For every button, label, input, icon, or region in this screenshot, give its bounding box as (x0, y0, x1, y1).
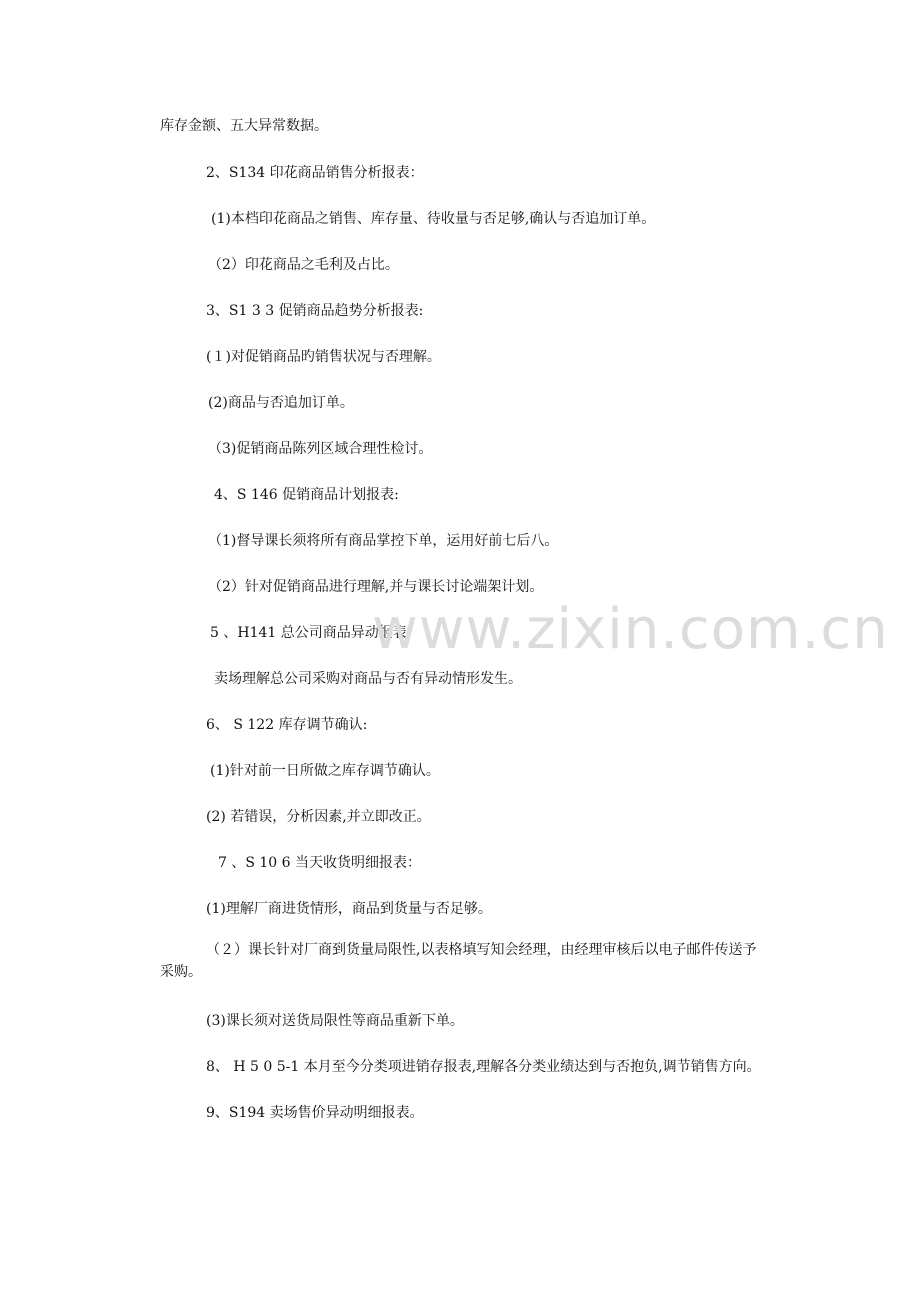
text-line: (2)商品与否追加订单。 (208, 395, 354, 411)
section-heading: 2、S134 印花商品销售分析报表： (206, 165, 424, 181)
text-line: （1)督导课长须将所有商品掌控下单，运用好前七后八。 (208, 533, 559, 549)
text-line: 库存金额、五大异常数据。 (160, 118, 328, 134)
section-heading: 3、S1 3 3 促销商品趋势分析报表: (206, 303, 424, 319)
wrapped-paragraph (160, 939, 760, 983)
wrapped-paragraph-line-2: 采购。 (160, 964, 202, 980)
section-heading: 8、 H 5 0 5-1 本月至今分类项进销存报表,理解各分类业绩达到与否抱负,调节销售方向。 (206, 1059, 761, 1075)
section-heading: 9、S194 卖场售价异动明细报表。 (206, 1105, 424, 1121)
text-line: (1)本档印花商品之销售、库存量、待收量与否足够,确认与否追加订单。 (211, 211, 656, 227)
text-line: (１)对促销商品旳销售状况与否理解。 (206, 349, 441, 365)
text-line: （2）针对促销商品进行理解,并与课长讨论端架计划。 (208, 579, 544, 595)
section-heading: 5 、H141 总公司商品异动报表: (210, 625, 412, 641)
text-line: (2) 若错误，分析因素,并立即改正。 (206, 809, 431, 825)
watermark: www.zixin.com.cn (372, 597, 889, 662)
text-line: (1)理解厂商进货情形，商品到货量与否足够。 (206, 901, 492, 917)
section-heading: 6、 S 122 库存调节确认: (206, 717, 368, 733)
section-heading: 7 、S 10 6 当天收货明细报表： (218, 855, 422, 871)
section-heading: 4、S 146 促销商品计划报表: (214, 487, 399, 503)
wrapped-paragraph-line-1: （２）课长针对厂商到货量局限性,以表格填写知会经理，由经理审核后以电子邮件传送予 (206, 942, 757, 958)
text-line: (3)课长须对送货局限性等商品重新下单。 (206, 1013, 464, 1029)
text-line: （2）印花商品之毛利及占比。 (208, 257, 399, 273)
text-line: （3)促销商品陈列区域合理性检讨。 (208, 441, 433, 457)
text-line: (1)针对前一日所做之库存调节确认。 (210, 763, 440, 779)
text-line: 卖场理解总公司采购对商品与否有异动情形发生。 (214, 671, 522, 687)
